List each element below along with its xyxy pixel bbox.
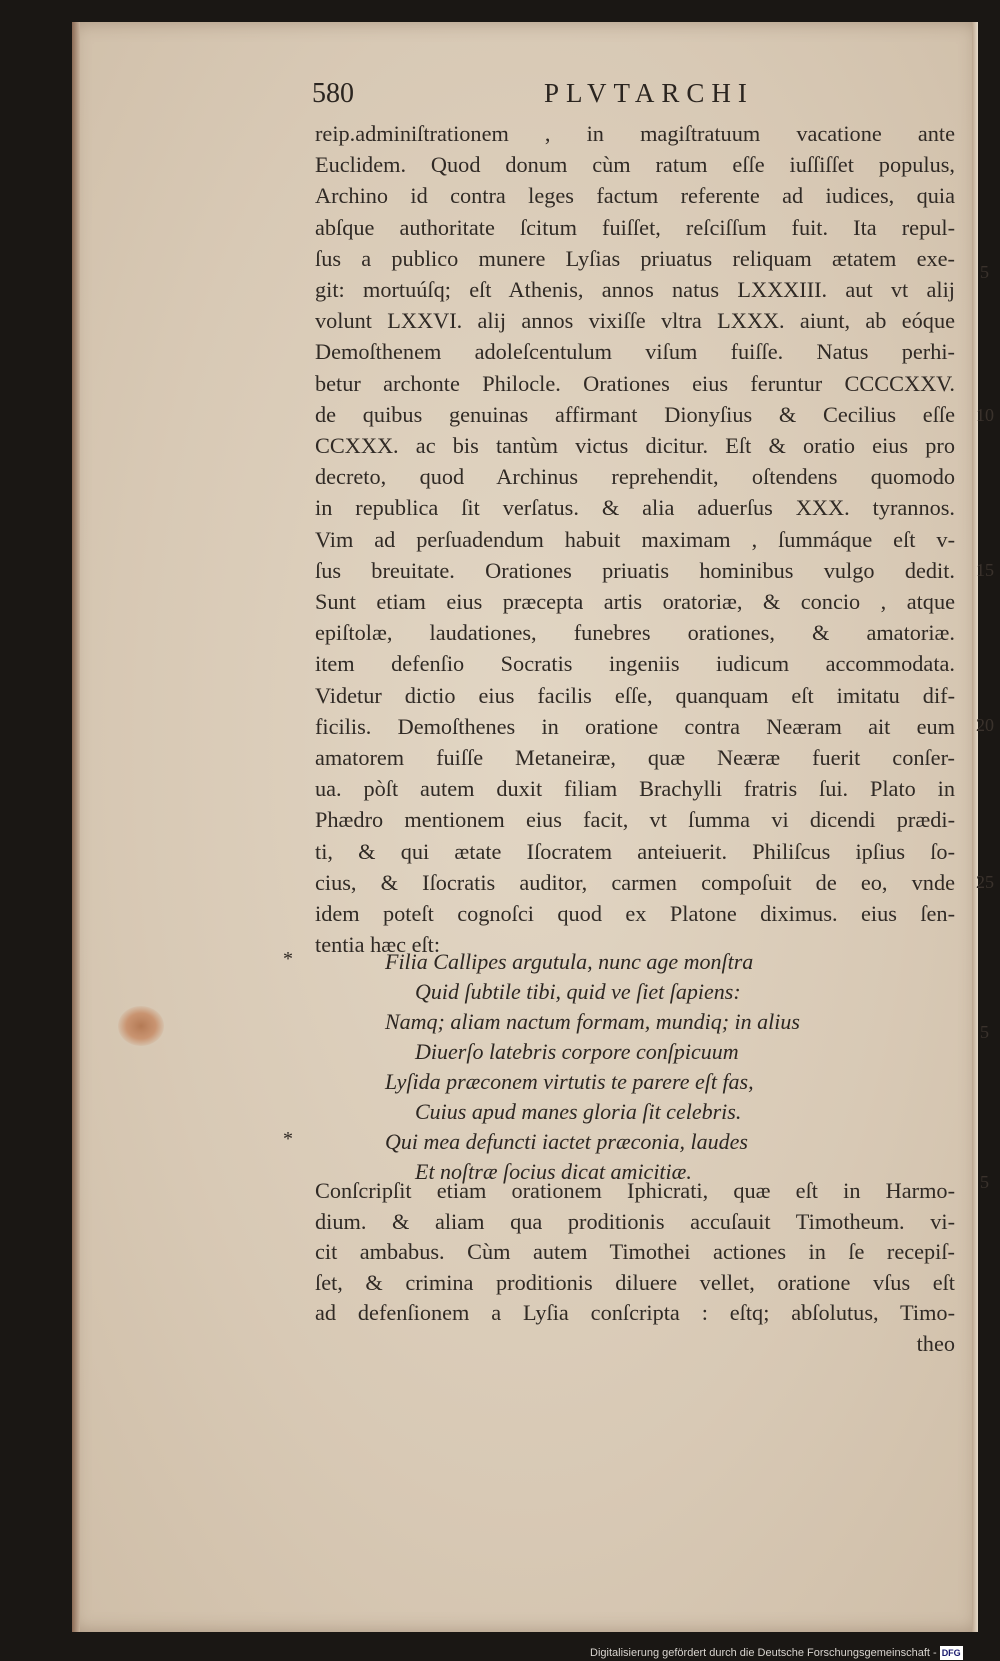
margin-line-number: 25 [976,872,994,892]
ink-stain [118,1006,164,1046]
text-line: cit ambabus. Cùm autem Timothei actiones in ſe recepiſ- [315,1239,955,1265]
text-line: epiſtolæ, laudationes, funebres orationes, & amatoriæ. [315,620,955,646]
verse-line: Namq; aliam nactum formam, mundiq; in alius [385,1009,800,1034]
text-line: volunt LXXVI. alij annos vixiſſe vltra LXXX. aiunt, ab eóque [315,308,955,334]
page-header [312,78,812,116]
margin-line-number: 5 [980,1172,989,1192]
margin-line-number: 20 [976,715,994,735]
verse-block [385,947,945,1187]
text-line: item defenſio Socratis ingeniis iudicum accommodata. [315,651,955,677]
text-line: ad defenſionem a Lyſia conſcripta : eſtq; abſolutus, Timo- [315,1300,955,1326]
text-line: reip.adminiſtrationem , in magiſtratuum vacatione ante [315,121,955,146]
text-line: Archino id contra leges factum referente ad iudices, quia [315,183,955,209]
text-line: Phædro mentionem eius facit, vt ſumma vi dicendi prædi- [315,807,955,833]
text-line: CCXXX. ac bis tantùm victus dicitur. Eſt & oratio eius pro [315,433,955,459]
page-number: 580 [312,78,354,109]
funding-notice: Digitalisierung gefördert durch die Deutsche Forschungsgemeinschaft - [590,1647,937,1659]
text-line: tentia hæc eſt: [315,932,441,958]
text-line: abſque authoritate ſcitum fuiſſet, reſciſſum fuit. Ita repul- [315,214,955,240]
text-line: ficilis. Demoſthenes in oratione contra Neæram ait eum [315,713,955,739]
text-line: Videtur dictio eius facilis eſſe, quanquam eſt imitatu dif- [315,682,955,708]
text-line: ti, & qui ætate Iſocratem anteiuerit. Philiſcus ipſius ſo- [315,838,955,864]
digitization-footer [590,1646,998,1660]
margin-line-number: 5 [980,262,989,282]
verse-line: Quid ſubtile tibi, quid ve ſiet ſapiens: [415,979,741,1004]
verse-line: Cuius apud manes gloria ſit celebris. [415,1099,742,1124]
margin-line-number: 15 [976,560,994,580]
page-edge-right [972,22,978,1632]
text-line: de quibus genuinas affirmant Dionyſius & Cecilius eſſe [315,401,955,427]
dfg-logo: DFG [941,1648,961,1659]
text-line: Sunt etiam eius præcepta artis oratoriæ, & concio , atque [315,589,955,615]
text-line: Conſcripſit etiam orationem Iphicrati, quæ eſt in Harmo- [315,1178,955,1203]
page-edge-left [72,22,80,1632]
verse-line: Filia Callipes argutula, nunc age monſtra [385,949,754,974]
text-line: cius, & Iſocratis auditor, carmen compoſuit de eo, vnde [315,869,955,895]
text-line: amatorem fuiſſe Metaneiræ, quæ Neæræ fuerit conſer- [315,745,955,771]
text-line: Euclidem. Quod donum cùm ratum eſſe iuſſiſſet populus, [315,152,955,178]
text-line: dium. & aliam qua proditionis accuſauit Timotheum. vi- [315,1208,955,1234]
verse-line: Qui mea defuncti iactet præconia, laudes [385,1129,748,1154]
running-title: PLVTARCHI [544,78,754,108]
main-text-block [315,118,955,960]
text-line: ſus a publico munere Lyſias priuatus reliquam ætatem exe- [315,245,955,271]
text-line: betur archonte Philocle. Orationes eius feruntur CCCCXXV. [315,370,955,396]
verse-asterisk: * [283,1128,293,1150]
text-line: ſet, & crimina proditionis diluere vellet, oratione vſus eſt [315,1269,955,1295]
text-line: ſus breuitate. Orationes priuatis hominibus vulgo dedit. [315,557,955,583]
text-line: git: mortuúſq; eſt Athenis, annos natus LXXXIII. aut vt alij [315,277,955,303]
margin-line-number: 10 [976,405,994,425]
continued-text-block [315,1176,955,1360]
text-line: decreto, quod Archinus reprehendit, oſtendens quomodo [315,464,955,490]
text-line: in republica ſit verſatus. & alia aduerſus XXX. tyrannos. [315,495,955,521]
catchword: theo [916,1330,955,1356]
verse-line: Diuerſo latebris corpore conſpicuum [415,1039,739,1064]
text-line: Demoſthenem adoleſcentulum viſum fuiſſe. Natus perhi- [315,339,955,365]
verse-asterisk: * [283,948,293,970]
verse-line: Et noſtræ ſocius dicat amicitiæ. [415,1159,692,1184]
verse-line: Lyſida præconem virtutis te parere eſt fas, [385,1069,754,1094]
text-line: Vim ad perſuadendum habuit maximam , ſummáque eſt v- [315,526,955,552]
margin-line-number: 5 [980,1022,989,1042]
text-line: ua. pòſt autem duxit filiam Brachylli fratris ſui. Plato in [315,776,955,802]
text-line: idem poteſt cognoſci quod ex Platone diximus. eius ſen- [315,901,955,927]
